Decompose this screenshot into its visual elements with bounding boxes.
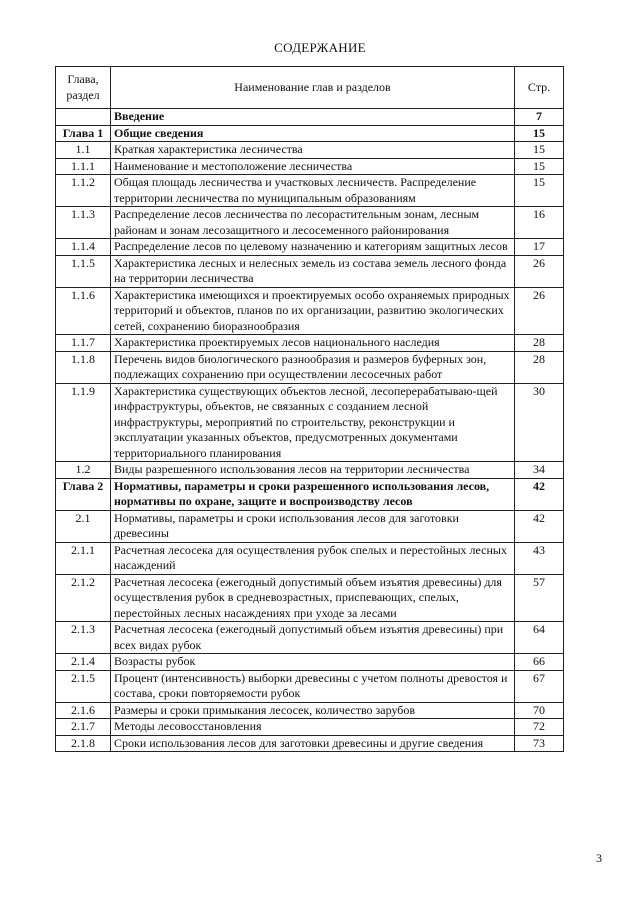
toc-page-number: 7 [515, 109, 564, 126]
toc-entry-title: Методы лесовосстановления [111, 719, 515, 736]
toc-row [56, 175, 564, 207]
toc-page-number: 28 [515, 351, 564, 383]
toc-entry-title: Расчетная лесосека (ежегодный допустимый объем изъятия древесины) при всех видах рубок [111, 622, 515, 654]
toc-page-number: 15 [515, 175, 564, 207]
toc-entry-title: Процент (интенсивность) выборки древесины с учетом полноты древостоя и состава, сроки повторяемости рубок [111, 670, 515, 702]
header-page: Стр. [515, 67, 564, 109]
toc-entry-title: Краткая характеристика лесничества [111, 142, 515, 159]
toc-row [56, 351, 564, 383]
toc-entry-title: Характеристика лесных и нелесных земель из состава земель лесного фонда на территории лесничества [111, 255, 515, 287]
toc-chapter-number: 2.1.6 [56, 702, 111, 719]
toc-page-number: 17 [515, 239, 564, 256]
toc-chapter-number: 2.1.5 [56, 670, 111, 702]
toc-chapter-number: 1.1.6 [56, 287, 111, 335]
toc-entry-title: Расчетная лесосека (ежегодный допустимый объем изъятия древесины) для осуществления рубок в средневозрастных, приспевающих, спелых, перестойных лесных насаждениях при уходе за лесами [111, 574, 515, 622]
toc-page-number: 28 [515, 335, 564, 352]
toc-page-number: 15 [515, 125, 564, 142]
toc-chapter-number: 2.1 [56, 510, 111, 542]
toc-entry-title: Распределение лесов лесничества по лесорастительным зонам, лесным районам и зонам лесозащитного и лесосеменного районирования [111, 207, 515, 239]
toc-row [56, 542, 564, 574]
toc-entry-title: Перечень видов биологического разнообразия и размеров буферных зон, подлежащих сохранению при осуществлении лесосечных работ [111, 351, 515, 383]
header-chapter: Глава, раздел [56, 67, 111, 109]
toc-page-number: 42 [515, 478, 564, 510]
toc-entry-title: Введение [111, 109, 515, 126]
toc-entry-title: Возрасты рубок [111, 654, 515, 671]
toc-entry-title: Характеристика проектируемых лесов национального наследия [111, 335, 515, 352]
toc-chapter-number: 1.1 [56, 142, 111, 159]
toc-row [56, 719, 564, 736]
toc-page-number: 26 [515, 255, 564, 287]
toc-row [56, 383, 564, 462]
toc-row [56, 702, 564, 719]
toc-entry-title: Характеристика существующих объектов лесной, лесоперерабатываю-щей инфраструктуры, объектов, не связанных с созданием лесной инфраструктуры, мероприятий по строительству, реконструкции и эксплуатации указанных объектов, предусмотренных документами территориального планирования [111, 383, 515, 462]
toc-page-number: 42 [515, 510, 564, 542]
toc-entry-title: Наименование и местоположение лесничества [111, 158, 515, 175]
toc-entry-title: Нормативы, параметры и сроки разрешенного использования лесов, нормативы по охране, защите и воспроизводству лесов [111, 478, 515, 510]
toc-page-number: 30 [515, 383, 564, 462]
toc-page-number: 15 [515, 158, 564, 175]
toc-chapter-number [56, 109, 111, 126]
toc-page-number: 70 [515, 702, 564, 719]
toc-chapter-number: 1.1.5 [56, 255, 111, 287]
toc-page-number: 34 [515, 462, 564, 479]
toc-page-number: 73 [515, 735, 564, 752]
toc-row [56, 255, 564, 287]
toc-row [56, 335, 564, 352]
toc-page-number: 16 [515, 207, 564, 239]
toc-chapter-number: 1.1.8 [56, 351, 111, 383]
toc-row [56, 670, 564, 702]
toc-chapter-number: 2.1.4 [56, 654, 111, 671]
toc-row [56, 478, 564, 510]
toc-row [56, 109, 564, 126]
toc-chapter-number: 1.1.3 [56, 207, 111, 239]
toc-row [56, 158, 564, 175]
toc-chapter-number: Глава 1 [56, 125, 111, 142]
toc-entry-title: Расчетная лесосека для осуществления рубок спелых и перестойных лесных насаждений [111, 542, 515, 574]
toc-row [56, 654, 564, 671]
header-title: Наименование глав и разделов [111, 67, 515, 109]
toc-page-number: 67 [515, 670, 564, 702]
toc-row [56, 735, 564, 752]
toc-row [56, 125, 564, 142]
toc-chapter-number: 1.1.7 [56, 335, 111, 352]
toc-entry-title: Характеристика имеющихся и проектируемых особо охраняемых природных территорий и объектов, планов по их организации, развитию экологических сетей, сохранению биоразнообразия [111, 287, 515, 335]
toc-chapter-number: 2.1.8 [56, 735, 111, 752]
toc-row [56, 142, 564, 159]
toc-entry-title: Сроки использования лесов для заготовки древесины и другие сведения [111, 735, 515, 752]
page-number: 3 [596, 851, 602, 865]
toc-page-number: 15 [515, 142, 564, 159]
toc-chapter-number: 2.1.7 [56, 719, 111, 736]
toc-page-number: 43 [515, 542, 564, 574]
toc-row [56, 510, 564, 542]
toc-chapter-number: 2.1.2 [56, 574, 111, 622]
page-title: СОДЕРЖАНИЕ [274, 40, 366, 55]
toc-page-number: 72 [515, 719, 564, 736]
toc-chapter-number: 1.1.1 [56, 158, 111, 175]
toc-chapter-number: 1.2 [56, 462, 111, 479]
toc-row [56, 462, 564, 479]
toc-chapter-number: Глава 2 [56, 478, 111, 510]
toc-chapter-number: 2.1.3 [56, 622, 111, 654]
toc-entry-title: Общие сведения [111, 125, 515, 142]
toc-row [56, 239, 564, 256]
toc-chapter-number: 1.1.2 [56, 175, 111, 207]
toc-chapter-number: 1.1.4 [56, 239, 111, 256]
toc-entry-title: Нормативы, параметры и сроки использования лесов для заготовки древесины [111, 510, 515, 542]
toc-page-number: 64 [515, 622, 564, 654]
toc-chapter-number: 2.1.1 [56, 542, 111, 574]
toc-page-number: 66 [515, 654, 564, 671]
toc-entry-title: Размеры и сроки примыкания лесосек, количество зарубов [111, 702, 515, 719]
toc-page-number: 57 [515, 574, 564, 622]
toc-row [56, 287, 564, 335]
toc-page-number: 26 [515, 287, 564, 335]
toc-row [56, 622, 564, 654]
toc-header-row [56, 67, 564, 109]
toc-chapter-number: 1.1.9 [56, 383, 111, 462]
toc-entry-title: Распределение лесов по целевому назначению и категориям защитных лесов [111, 239, 515, 256]
toc-row [56, 574, 564, 622]
toc-entry-title: Общая площадь лесничества и участковых лесничеств. Распределение территории лесничества по муниципальным образованиям [111, 175, 515, 207]
toc-table [55, 66, 564, 752]
toc-row [56, 207, 564, 239]
toc-entry-title: Виды разрешенного использования лесов на территории лесничества [111, 462, 515, 479]
